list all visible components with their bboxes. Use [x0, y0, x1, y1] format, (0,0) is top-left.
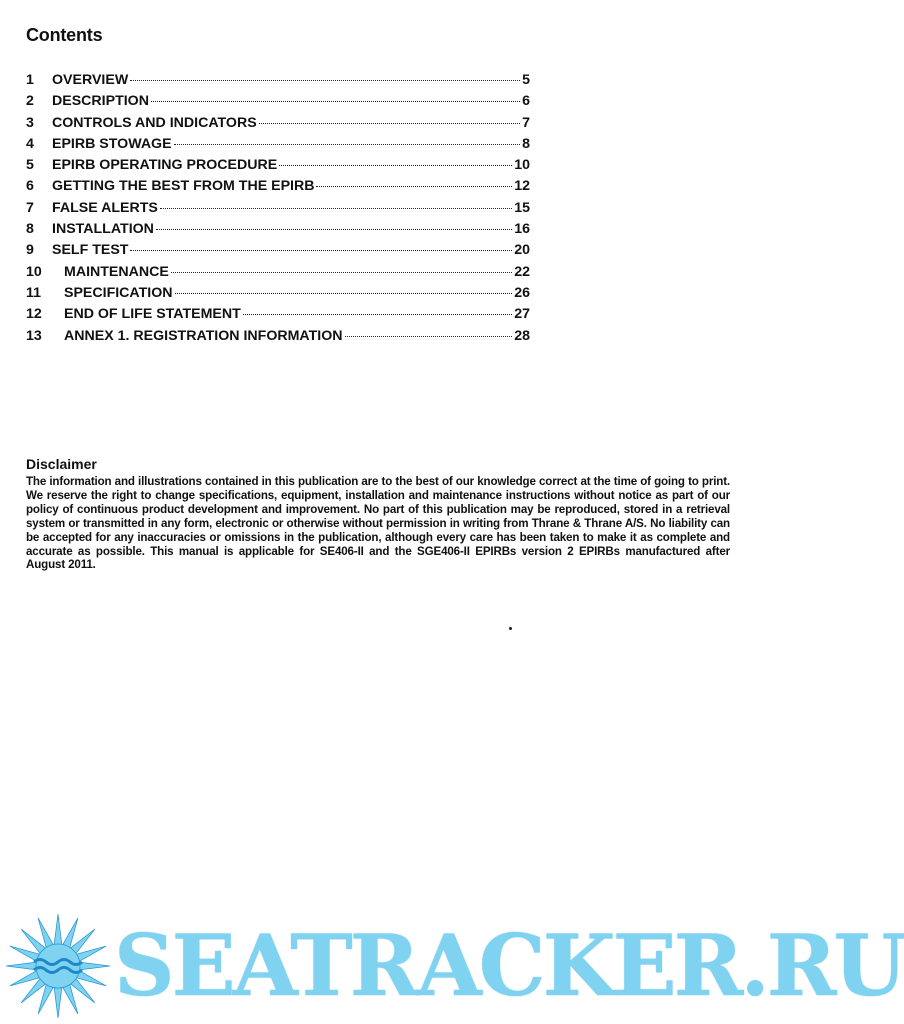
toc-title: ANNEX 1. REGISTRATION INFORMATION: [64, 327, 343, 344]
disclaimer-heading: Disclaimer: [26, 456, 97, 472]
toc-entry[interactable]: [26, 157, 530, 178]
toc-leader-dots: [171, 272, 512, 273]
toc-page-number: 28: [514, 327, 530, 344]
sun-wave-logo-icon: [4, 912, 112, 1020]
toc-number: 3: [26, 114, 34, 131]
toc-leader-dots: [316, 186, 512, 187]
toc-entry[interactable]: [26, 285, 530, 306]
toc-page-number: 8: [522, 135, 530, 152]
toc-entry[interactable]: [26, 115, 530, 136]
toc-leader-dots: [130, 80, 520, 81]
toc-page-number: 20: [514, 242, 530, 259]
toc-number: 4: [26, 135, 34, 152]
toc-number: 2: [26, 93, 34, 110]
table-of-contents: [26, 72, 530, 349]
toc-number: 11: [26, 284, 41, 301]
toc-title: SELF TEST: [52, 242, 129, 259]
toc-number: 12: [26, 306, 42, 323]
toc-leader-dots: [174, 144, 521, 145]
toc-entry[interactable]: [26, 200, 530, 221]
toc-number: 6: [26, 178, 34, 195]
toc-title: EPIRB STOWAGE: [52, 135, 172, 152]
toc-entry[interactable]: [26, 242, 530, 263]
toc-number: 13: [26, 327, 42, 344]
toc-leader-dots: [130, 250, 512, 251]
toc-leader-dots: [160, 208, 512, 209]
toc-title: SPECIFICATION: [64, 284, 173, 301]
toc-number: 1: [26, 72, 34, 88]
toc-page-number: 27: [514, 306, 530, 323]
toc-title: END OF LIFE STATEMENT: [64, 306, 241, 323]
site-watermark: [0, 910, 904, 1024]
toc-number: 7: [26, 199, 34, 216]
toc-page-number: 10: [514, 157, 530, 174]
toc-title: EPIRB OPERATING PROCEDURE: [52, 157, 278, 174]
toc-title: MAINTENANCE: [64, 263, 169, 280]
toc-title: OVERVIEW: [52, 72, 129, 88]
toc-entry[interactable]: [26, 136, 530, 157]
scan-speck: [509, 627, 512, 630]
toc-page-number: 12: [514, 178, 530, 195]
toc-page-number: 15: [514, 199, 530, 216]
toc-leader-dots: [243, 314, 512, 315]
toc-page-number: 26: [514, 284, 530, 301]
toc-page-number: 16: [514, 221, 530, 238]
toc-page-number: 22: [514, 263, 530, 280]
page-title: Contents: [26, 25, 103, 45]
toc-leader-dots: [259, 123, 520, 124]
toc-page-number: 7: [522, 114, 530, 131]
toc-title: INSTALLATION: [52, 221, 154, 238]
watermark-text: SEATRACKER.RU: [114, 916, 904, 1015]
toc-entry[interactable]: [26, 178, 530, 199]
disclaimer-text: The information and illustrations contained in this publication are to the best of our knowledge correct at the time of going to print. We reserve the right to change specifications, equipment, installation and maintenance instructions without notice as part of our policy of continuous product development and improvement. No part of this publication may be reproduced, stored in a retrieval system or transmitted in any form, electronic or otherwise without permission in writing from Thrane & Thrane A/S. No liability can be accepted for any inaccuracies or omissions in the publication, although every care has been taken to make it as complete and accurate as possible. This manual is applicable for SE406-II and the SGE406-II EPIRBs version 2 EPIRBs manufactured after August 2011.: [26, 475, 730, 572]
toc-title: GETTING THE BEST FROM THE EPIRB: [52, 178, 315, 195]
toc-entry[interactable]: [26, 306, 530, 327]
toc-title: FALSE ALERTS: [52, 199, 158, 216]
toc-page-number: 6: [522, 93, 530, 110]
disclaimer-section: [26, 456, 730, 572]
toc-leader-dots: [175, 293, 513, 294]
toc-entry[interactable]: [26, 72, 530, 93]
toc-entry[interactable]: [26, 264, 530, 285]
toc-entry[interactable]: [26, 221, 530, 242]
toc-entry[interactable]: [26, 93, 530, 114]
toc-leader-dots: [345, 336, 513, 337]
toc-leader-dots: [151, 101, 520, 102]
toc-page-number: 5: [522, 72, 530, 88]
toc-leader-dots: [279, 165, 512, 166]
toc-number: 5: [26, 157, 34, 174]
toc-number: 8: [26, 221, 34, 238]
toc-title: DESCRIPTION: [52, 93, 149, 110]
toc-number: 9: [26, 242, 34, 259]
toc-leader-dots: [156, 229, 512, 230]
toc-number: 10: [26, 263, 42, 280]
toc-title: CONTROLS AND INDICATORS: [52, 114, 257, 131]
toc-entry[interactable]: [26, 328, 530, 349]
